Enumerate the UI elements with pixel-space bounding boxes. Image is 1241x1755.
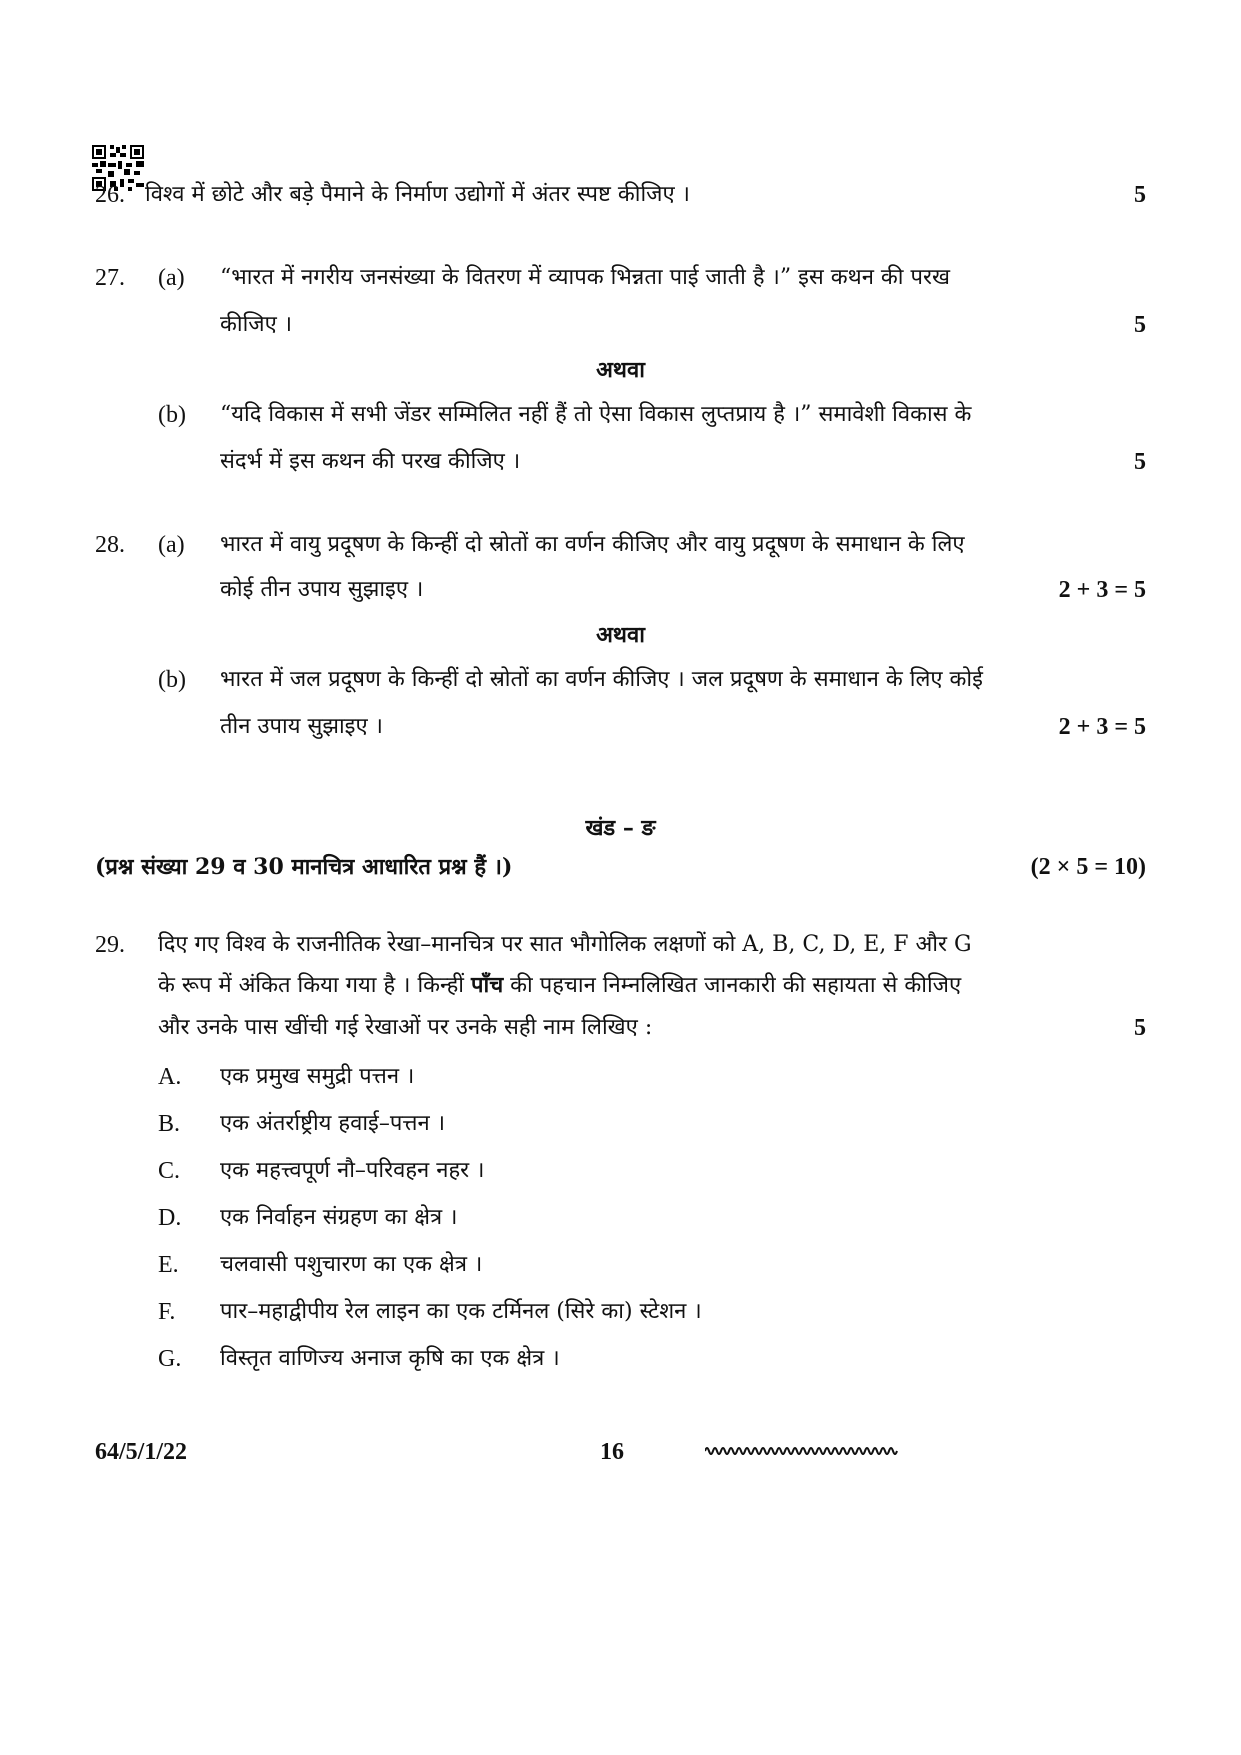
paper-code: 64/5/1/22 — [95, 1439, 188, 1465]
part-label: (a) — [158, 265, 185, 291]
question-text: तीन उपाय सुझाइए । — [220, 714, 383, 739]
option-label: G. — [158, 1346, 182, 1372]
option-text: एक निर्वाहन संग्रहण का क्षेत्र । — [220, 1205, 458, 1230]
part-label: (b) — [158, 667, 186, 693]
option-text: एक अंतर्राष्ट्रीय हवाई–पत्तन । — [220, 1111, 446, 1136]
option-label: D. — [158, 1205, 182, 1231]
question-number: 27. — [95, 265, 125, 291]
option-text: एक महत्त्वपूर्ण नौ–परिवहन नहर । — [220, 1158, 485, 1183]
option-text: विस्तृत वाणिज्य अनाज कृषि का एक क्षेत्र । — [220, 1346, 560, 1371]
option-text: पार–महाद्वीपीय रेल लाइन का एक टर्मिनल (सिरे का) स्टेशन । — [220, 1299, 702, 1324]
option-label: E. — [158, 1252, 179, 1278]
section-title: खंड – ङ — [585, 815, 656, 841]
question-marks: 2 + 3 = 5 — [1058, 577, 1146, 603]
question-number: 28. — [95, 532, 125, 558]
option-label: B. — [158, 1111, 181, 1137]
question-text — [158, 970, 961, 1001]
option-label: C. — [158, 1158, 181, 1184]
text-segment: की पहचान निम्नलिखित जानकारी की सहायता से कीजिए — [503, 973, 962, 998]
squiggle-decoration-icon — [705, 1443, 900, 1459]
section-note: (प्रश्न संख्या 29 व 30 मानचित्र आधारित प्रश्न हैं ।) — [95, 854, 513, 880]
question-text: कीजिए । — [220, 312, 293, 337]
question-marks: 5 — [1134, 182, 1146, 208]
page-number: 16 — [600, 1439, 624, 1465]
option-label: F. — [158, 1299, 176, 1325]
section-marks: (2 × 5 = 10) — [1030, 854, 1146, 880]
question-text: “यदि विकास में सभी जेंडर सम्मिलित नहीं हैं तो ऐसा विकास लुप्तप्राय है ।” समावेशी विकास के — [220, 402, 972, 427]
question-marks: 5 — [1134, 449, 1146, 475]
question-text: भारत में जल प्रदूषण के किन्हीं दो स्रोतों का वर्णन कीजिए । जल प्रदूषण के समाधान के लिए कोई — [220, 667, 983, 692]
question-number: 26. — [95, 182, 125, 208]
question-marks: 2 + 3 = 5 — [1058, 714, 1146, 740]
question-text: और उनके पास खींची गई रेखाओं पर उनके सही नाम लिखिए : — [158, 1015, 653, 1040]
question-marks: 5 — [1134, 1015, 1146, 1041]
part-label: (b) — [158, 402, 186, 428]
or-separator: अथवा — [596, 357, 645, 383]
question-text: भारत में वायु प्रदूषण के किन्हीं दो स्रोतों का वर्णन कीजिए और वायु प्रदूषण के समाधान के लिए — [220, 532, 965, 557]
option-text: चलवासी पशुचारण का एक क्षेत्र । — [220, 1252, 483, 1277]
emphasis-text: पाँच — [471, 972, 504, 998]
question-number: 29. — [95, 932, 125, 958]
option-label: A. — [158, 1064, 182, 1090]
question-text: “भारत में नगरीय जनसंख्या के वितरण में व्यापक भिन्नता पाई जाती है ।” इस कथन की परख — [220, 265, 950, 290]
or-separator: अथवा — [596, 622, 645, 648]
question-marks: 5 — [1134, 312, 1146, 338]
option-text: एक प्रमुख समुद्री पत्तन । — [220, 1064, 415, 1089]
question-text: कोई तीन उपाय सुझाइए । — [220, 577, 424, 602]
part-label: (a) — [158, 532, 185, 558]
question-text: विश्व में छोटे और बड़े पैमाने के निर्माण उद्योगों में अंतर स्पष्ट कीजिए । — [145, 182, 690, 207]
question-text: दिए गए विश्व के राजनीतिक रेखा–मानचित्र पर सात भौगोलिक लक्षणों को A, B, C, D, E, F और G — [158, 932, 972, 957]
question-text: संदर्भ में इस कथन की परख कीजिए । — [220, 449, 521, 474]
text-segment: के रूप में अंकित किया गया है । किन्हीं — [158, 973, 471, 998]
